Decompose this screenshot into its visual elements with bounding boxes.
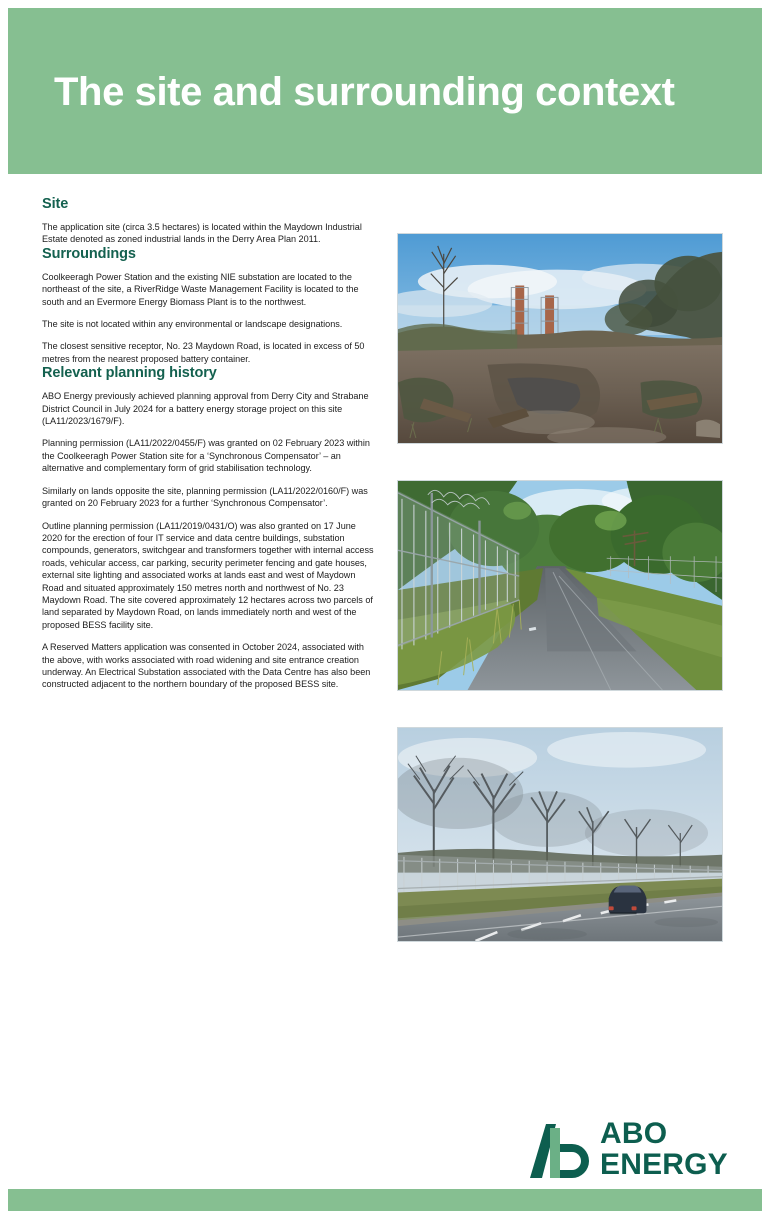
photo-1-graphic [398, 234, 722, 443]
section-heading-surroundings: Surroundings [42, 245, 136, 262]
header-band [8, 8, 762, 174]
footer-band [8, 1189, 762, 1211]
paragraph: Coolkeeragh Power Station and the existing NIE substation are located to the northeast of the site, a RiverRidge Waste Management Facility is located to the south and an Evermore Energy Biomass Plant is to the northwest. [42, 271, 359, 307]
site-photo-road-with-car [397, 727, 723, 942]
site-photo-cleared-ground [397, 233, 723, 444]
paragraph: Outline planning permission (LA11/2019/0431/O) was also granted on 17 June 2020 for the erection of four IT service and data centre buildings, substation compounds, generators, switchgear and transformers together with internal access roads, vehicular access, car parking, security perimeter fencing and gate houses, external site lighting and associated works at lands east and west of Maydown Road and situated approximately 150 metres north and northwest of No. 23 Maydown Road. The site covered approximately 12 hectares across two parcels of land separated by Maydown Road, on lands immediately north and west of the proposed BESS facility site. [42, 520, 374, 630]
paragraph: Planning permission (LA11/2022/0455/F) was granted on 02 February 2023 within the Coolkeeragh Power Station site for a ‘Synchronous Compensator’ – an alternative and complementary form of grid stabilisation technology. [42, 438, 370, 474]
section-site [42, 196, 374, 246]
paragraph: A Reserved Matters application was consented in October 2024, associated with the above, with works associated with road widening and site entrance creation underway. An Electrical Substation associated with the Data Centre has also been constructed adjacent to the northern boundary of the proposed BESS site. [42, 642, 371, 690]
paragraph: The site is not located within any environmental or landscape designations. [42, 319, 343, 330]
abo-energy-wordmark [600, 1118, 728, 1180]
section-heading-planning-history: Relevant planning history [42, 365, 217, 382]
car [609, 886, 647, 915]
paragraph: The closest sensitive receptor, No. 23 Maydown Road, is located in excess of 50 metres from the nearest proposed battery container. [42, 341, 365, 364]
site-photo-country-lane [397, 480, 723, 691]
abo-energy-monogram-graphic [528, 1120, 590, 1182]
section-planning-history [42, 365, 374, 691]
logo-line-2: ENERGY [600, 1148, 728, 1181]
content-column [42, 196, 374, 691]
abo-energy-monogram-icon [528, 1120, 590, 1182]
section-heading-site: Site [42, 196, 69, 212]
paragraph: Similarly on lands opposite the site, planning permission (LA11/2022/0160/F) was granted on 20 February 2023 for a further ‘Synchronous Compensator’. [42, 485, 368, 509]
photo-2-graphic [398, 481, 722, 690]
abo-energy-logo [528, 1118, 728, 1184]
page-title: The site and surrounding context [54, 70, 675, 114]
paragraph: The application site (circa 3.5 hectares) is located within the Maydown Industrial Estate denoted as zoned industrial lands in the Derry Area Plan 2011. [42, 222, 362, 245]
photo-3-graphic [398, 728, 722, 941]
logo-line-1: ABO [600, 1117, 668, 1150]
paragraph: ABO Energy previously achieved planning approval from Derry City and Strabane District Council in July 2024 for a battery energy storage project on this site (LA11/2023/1679/F). [42, 391, 369, 427]
section-surroundings [42, 246, 374, 365]
